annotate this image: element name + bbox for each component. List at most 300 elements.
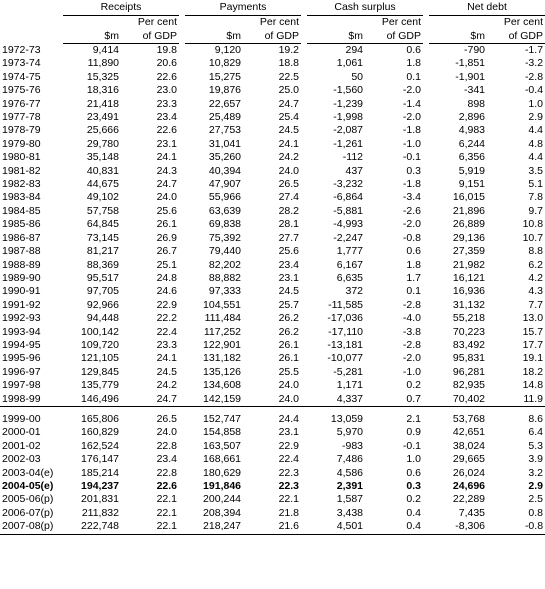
cell-year: 1973-74 xyxy=(2,57,41,70)
cell-payments-pct: 26.1 xyxy=(278,338,300,351)
cell-payments-pct: 22.1 xyxy=(278,493,300,506)
cell-receipts-pct: 22.8 xyxy=(156,466,178,479)
table-row xyxy=(0,299,545,312)
cell-netdebt-pct: 4.4 xyxy=(528,124,544,137)
cell-receipts-dollars: 100,142 xyxy=(81,325,119,338)
cell-receipts-pct: 24.7 xyxy=(156,178,178,191)
cell-receipts-dollars: 15,325 xyxy=(86,70,119,83)
cell-netdebt-pct: -2.8 xyxy=(524,70,544,83)
cell-year: 1981-82 xyxy=(2,164,41,177)
table-row xyxy=(0,232,545,245)
cell-year: 1976-77 xyxy=(2,97,41,110)
cell-receipts-pct: 23.1 xyxy=(156,137,178,150)
cell-netdebt-dollars: 29,136 xyxy=(452,231,486,244)
cell-receipts-pct: 24.0 xyxy=(156,426,178,439)
table-row xyxy=(0,259,545,272)
cell-receipts-dollars: 25,666 xyxy=(86,124,119,137)
cell-payments-dollars: 82,202 xyxy=(208,258,242,271)
table-row xyxy=(0,191,545,204)
cell-payments-dollars: 152,747 xyxy=(203,412,242,425)
cell-surplus-pct: -2.8 xyxy=(402,298,422,311)
cell-surplus-dollars: 1,587 xyxy=(336,493,364,506)
cell-payments-dollars: 63,639 xyxy=(208,204,242,217)
cell-surplus-dollars: 6,167 xyxy=(336,258,364,271)
table-row xyxy=(0,285,545,298)
cell-year: 1990-91 xyxy=(2,285,41,298)
cell-receipts-pct: 25.6 xyxy=(156,204,178,217)
cell-surplus-pct: -0.1 xyxy=(402,439,422,452)
cell-netdebt-pct: 5.1 xyxy=(528,178,544,191)
cell-receipts-dollars: 40,831 xyxy=(86,164,119,177)
cell-netdebt-pct: 4.8 xyxy=(528,137,544,150)
cell-year: 2005-06(p) xyxy=(2,493,54,506)
cell-receipts-pct: 22.9 xyxy=(156,298,178,311)
cell-payments-pct: 24.5 xyxy=(278,285,300,298)
cell-payments-pct: 24.0 xyxy=(278,379,300,392)
cell-netdebt-dollars: 26,024 xyxy=(452,466,486,479)
cell-receipts-dollars: 95,517 xyxy=(86,271,119,284)
cell-payments-dollars: 31,041 xyxy=(208,137,242,150)
cell-surplus-dollars: -1,239 xyxy=(333,97,364,110)
table-row xyxy=(0,440,545,453)
cell-receipts-pct: 26.1 xyxy=(156,218,178,231)
cell-netdebt-pct: 1.0 xyxy=(528,97,544,110)
cell-surplus-dollars: 1,171 xyxy=(336,379,364,392)
dollars-header: $m xyxy=(429,29,487,44)
cell-receipts-pct: 22.1 xyxy=(156,493,178,506)
cell-payments-dollars: 135,126 xyxy=(203,365,242,378)
cell-receipts-dollars: 211,832 xyxy=(81,506,119,519)
cell-year: 1980-81 xyxy=(2,151,41,164)
table-row xyxy=(0,467,545,480)
cell-surplus-pct: 0.6 xyxy=(406,245,422,258)
cell-payments-dollars: 180,629 xyxy=(203,466,242,479)
cell-year: 1993-94 xyxy=(2,325,41,338)
cell-payments-pct: 21.8 xyxy=(278,506,300,519)
cell-netdebt-dollars: 53,768 xyxy=(452,412,486,425)
table-row xyxy=(0,507,545,520)
cell-receipts-pct: 23.4 xyxy=(156,111,178,124)
cell-surplus-dollars: -3,232 xyxy=(333,178,364,191)
cell-payments-pct: 28.2 xyxy=(278,204,300,217)
table-row xyxy=(0,453,545,466)
cell-payments-pct: 24.5 xyxy=(278,124,300,137)
cell-year: 1978-79 xyxy=(2,124,41,137)
cell-netdebt-dollars: 16,121 xyxy=(452,271,486,284)
cell-netdebt-pct: -1.7 xyxy=(524,44,544,56)
table-row xyxy=(0,339,545,352)
cell-surplus-pct: -4.0 xyxy=(402,312,422,325)
cell-surplus-dollars: -4,993 xyxy=(333,218,364,231)
cell-netdebt-pct: 13.0 xyxy=(522,312,544,325)
table-row xyxy=(0,493,545,506)
cell-receipts-pct: 24.0 xyxy=(156,191,178,204)
cell-receipts-pct: 25.1 xyxy=(156,258,178,271)
cell-netdebt-pct: 8.8 xyxy=(528,245,544,258)
cell-surplus-dollars: -1,261 xyxy=(333,137,364,150)
table-row xyxy=(0,272,545,285)
cell-receipts-pct: 26.5 xyxy=(156,412,178,425)
cell-surplus-pct: -1.0 xyxy=(402,365,422,378)
cell-receipts-dollars: 35,148 xyxy=(86,151,119,164)
group-header-payments: Payments xyxy=(185,0,301,16)
cell-payments-pct: 25.6 xyxy=(278,245,300,258)
pct-header-line1: Per cent xyxy=(381,16,422,28)
cell-surplus-dollars: -2,247 xyxy=(333,231,364,244)
pct-header-line2: of GDP xyxy=(365,29,423,44)
cell-year: 2001-02 xyxy=(2,439,41,452)
table-row xyxy=(0,98,545,111)
cell-payments-dollars: 9,120 xyxy=(214,44,242,56)
cell-netdebt-pct: 6.2 xyxy=(528,258,544,271)
group-header-net-debt: Net debt xyxy=(429,0,545,16)
cell-payments-dollars: 134,608 xyxy=(203,379,242,392)
cell-receipts-pct: 22.1 xyxy=(156,506,178,519)
cell-receipts-pct: 26.9 xyxy=(156,231,178,244)
table-row xyxy=(0,151,545,164)
table-row xyxy=(0,84,545,97)
cell-year: 1998-99 xyxy=(2,392,41,405)
cell-payments-dollars: 218,247 xyxy=(185,520,243,534)
cell-receipts-dollars: 64,845 xyxy=(86,218,119,231)
cell-year: 1979-80 xyxy=(2,137,41,150)
cell-surplus-dollars: 4,337 xyxy=(336,392,364,405)
cell-payments-pct: 25.7 xyxy=(278,298,300,311)
cell-netdebt-pct: 3.5 xyxy=(528,164,544,177)
cell-surplus-dollars: 1,777 xyxy=(336,245,364,258)
cell-year: 1996-97 xyxy=(2,365,41,378)
cell-year: 2006-07(p) xyxy=(2,506,54,519)
cell-netdebt-dollars: 21,896 xyxy=(452,204,486,217)
cell-netdebt-dollars: 83,492 xyxy=(452,338,486,351)
cell-receipts-dollars: 201,831 xyxy=(81,493,119,506)
cell-payments-pct: 24.1 xyxy=(278,137,300,150)
cell-payments-dollars: 69,838 xyxy=(208,218,242,231)
cell-receipts-pct: 24.2 xyxy=(156,379,178,392)
cell-surplus-dollars: -1,560 xyxy=(333,84,364,97)
cell-netdebt-dollars: 5,919 xyxy=(458,164,486,177)
table-row xyxy=(0,312,545,325)
cell-payments-dollars: 27,753 xyxy=(208,124,242,137)
cell-surplus-pct: -2.0 xyxy=(402,352,422,365)
cell-receipts-dollars: 57,758 xyxy=(86,204,119,217)
cell-surplus-dollars: -983 xyxy=(342,439,364,452)
cell-netdebt-dollars: 38,024 xyxy=(452,439,486,452)
cell-surplus-dollars: 372 xyxy=(345,285,364,298)
pct-header-line1: Per cent xyxy=(137,16,178,28)
cell-receipts-dollars: 176,147 xyxy=(81,453,119,466)
table-row xyxy=(0,366,545,379)
cell-year: 1982-83 xyxy=(2,178,41,191)
pct-header-line1: Per cent xyxy=(503,16,544,28)
cell-netdebt-dollars: 27,359 xyxy=(452,245,486,258)
cell-netdebt-pct: 4.3 xyxy=(528,285,544,298)
cell-netdebt-dollars: 82,935 xyxy=(452,379,486,392)
cell-netdebt-dollars: 898 xyxy=(467,97,486,110)
cell-year: 1992-93 xyxy=(2,312,41,325)
cell-payments-pct: 25.0 xyxy=(278,84,300,97)
pct-header-line1: Per cent xyxy=(259,16,300,28)
cell-netdebt-pct: -3.2 xyxy=(524,57,544,70)
cell-receipts-dollars: 97,705 xyxy=(86,285,119,298)
cell-year: 2002-03 xyxy=(2,453,41,466)
cell-netdebt-dollars: 7,435 xyxy=(458,506,486,519)
cell-surplus-pct: -2.0 xyxy=(402,111,422,124)
cell-netdebt-pct: 3.9 xyxy=(528,453,544,466)
cell-receipts-dollars: 73,145 xyxy=(86,231,119,244)
cell-payments-dollars: 15,275 xyxy=(208,70,242,83)
cell-netdebt-pct: 2.9 xyxy=(528,480,544,492)
cell-surplus-dollars: -17,110 xyxy=(328,325,364,338)
cell-year: 2000-01 xyxy=(2,426,41,439)
cell-surplus-pct: -2.0 xyxy=(402,218,422,231)
cell-surplus-pct: 2.1 xyxy=(406,412,422,425)
cell-netdebt-dollars: -1,901 xyxy=(455,70,486,83)
cell-year: 1972-73 xyxy=(2,43,41,56)
cell-surplus-pct: 0.6 xyxy=(406,44,422,56)
cell-netdebt-dollars: 29,665 xyxy=(452,453,486,466)
cell-surplus-pct: 0.2 xyxy=(406,379,422,392)
cell-netdebt-dollars: 96,281 xyxy=(452,365,486,378)
cell-payments-dollars: 131,182 xyxy=(203,352,242,365)
cell-payments-dollars: 104,551 xyxy=(203,298,242,311)
cell-surplus-pct: 0.1 xyxy=(406,285,422,298)
cell-netdebt-pct: -0.8 xyxy=(487,520,545,534)
cell-receipts-dollars: 121,105 xyxy=(81,352,119,365)
cell-netdebt-pct: 17.7 xyxy=(522,338,544,351)
table-row xyxy=(0,44,545,58)
cell-surplus-dollars: 2,391 xyxy=(336,480,364,492)
cell-payments-dollars: 79,440 xyxy=(208,245,242,258)
cell-netdebt-pct: 3.2 xyxy=(528,466,544,479)
cell-netdebt-pct: 8.6 xyxy=(528,412,544,425)
table-row xyxy=(0,426,545,439)
cell-payments-dollars: 117,252 xyxy=(203,325,242,338)
cell-payments-dollars: 55,966 xyxy=(208,191,242,204)
cell-payments-pct: 24.2 xyxy=(278,151,300,164)
table-row xyxy=(0,205,545,218)
cell-surplus-dollars: -1,998 xyxy=(333,111,364,124)
cell-surplus-pct: 0.6 xyxy=(406,466,422,479)
cell-surplus-dollars: 437 xyxy=(345,164,364,177)
cell-receipts-dollars: 162,524 xyxy=(81,439,119,452)
table-row xyxy=(0,379,545,392)
cell-surplus-dollars: 4,501 xyxy=(307,520,365,534)
cell-payments-dollars: 122,901 xyxy=(203,338,242,351)
cell-surplus-dollars: -17,036 xyxy=(327,312,364,325)
table-row xyxy=(0,393,545,407)
cell-netdebt-dollars: 2,896 xyxy=(458,111,486,124)
cell-netdebt-dollars: 4,983 xyxy=(458,124,486,137)
table-row xyxy=(0,480,545,493)
cell-receipts-dollars: 44,675 xyxy=(86,178,119,191)
cell-receipts-dollars: 165,806 xyxy=(81,412,119,425)
cell-payments-pct: 18.8 xyxy=(278,57,300,70)
cell-netdebt-dollars: 24,696 xyxy=(452,480,486,492)
cell-receipts-pct: 22.4 xyxy=(156,325,178,338)
cell-payments-dollars: 111,484 xyxy=(204,312,242,325)
cell-netdebt-pct: 14.8 xyxy=(522,379,544,392)
cell-payments-pct: 22.3 xyxy=(278,466,300,479)
cell-surplus-dollars: -5,881 xyxy=(333,204,364,217)
cell-receipts-dollars: 194,237 xyxy=(81,480,119,492)
cell-surplus-pct: 0.3 xyxy=(406,164,422,177)
cell-year: 1985-86 xyxy=(2,218,41,231)
cell-netdebt-dollars: 9,151 xyxy=(458,178,486,191)
cell-netdebt-dollars: 21,982 xyxy=(452,258,486,271)
cell-receipts-dollars: 88,369 xyxy=(86,258,119,271)
dollars-header: $m xyxy=(63,29,121,44)
cell-surplus-pct: -1.0 xyxy=(402,137,422,150)
cell-payments-dollars: 19,876 xyxy=(208,84,242,97)
cell-netdebt-pct: 2.5 xyxy=(528,493,544,506)
cell-netdebt-pct: 5.3 xyxy=(528,439,544,452)
cell-receipts-pct: 22.2 xyxy=(156,312,178,325)
cell-netdebt-pct: 10.7 xyxy=(522,231,544,244)
cell-payments-pct: 24.0 xyxy=(278,392,300,405)
cell-surplus-dollars: -112 xyxy=(342,151,364,164)
cell-netdebt-pct: 9.7 xyxy=(528,204,544,217)
cell-surplus-pct: 1.8 xyxy=(406,57,422,70)
cell-netdebt-pct: 4.2 xyxy=(528,271,544,284)
cell-netdebt-pct: -0.4 xyxy=(524,84,544,97)
cell-surplus-dollars: 1,061 xyxy=(336,57,364,70)
cell-receipts-dollars: 160,829 xyxy=(81,426,119,439)
cell-payments-dollars: 25,489 xyxy=(208,111,242,124)
cell-receipts-dollars: 18,316 xyxy=(86,84,119,97)
cell-surplus-dollars: 6,635 xyxy=(336,271,364,284)
cell-payments-pct: 24.4 xyxy=(278,412,300,425)
cell-receipts-pct: 24.3 xyxy=(156,164,178,177)
cell-payments-dollars: 200,244 xyxy=(203,493,242,506)
cell-payments-pct: 27.4 xyxy=(278,191,300,204)
table-row xyxy=(0,413,545,426)
cell-surplus-dollars: -6,864 xyxy=(333,191,364,204)
cell-year: 2007-08(p) xyxy=(0,520,63,534)
cell-payments-dollars: 35,260 xyxy=(208,151,242,164)
cell-receipts-pct: 24.1 xyxy=(156,352,178,365)
cell-receipts-dollars: 21,418 xyxy=(86,97,119,110)
table-row xyxy=(0,165,545,178)
cell-receipts-dollars: 92,966 xyxy=(86,298,119,311)
dollars-header: $m xyxy=(185,29,243,44)
table-row xyxy=(0,326,545,339)
cell-surplus-pct: 0.3 xyxy=(406,480,422,492)
cell-payments-pct: 25.4 xyxy=(278,111,300,124)
cell-surplus-dollars: 5,970 xyxy=(336,426,364,439)
cell-surplus-pct: -1.4 xyxy=(402,97,422,110)
cell-netdebt-pct: 10.8 xyxy=(522,218,544,231)
cell-surplus-pct: 0.4 xyxy=(365,520,423,534)
cell-netdebt-dollars: -341 xyxy=(464,84,486,97)
cell-year: 1987-88 xyxy=(2,245,41,258)
cell-surplus-pct: 0.2 xyxy=(406,493,422,506)
cell-netdebt-pct: 18.2 xyxy=(522,365,544,378)
cell-year: 1989-90 xyxy=(2,271,41,284)
group-header-cash-surplus: Cash surplus xyxy=(307,0,423,16)
cell-surplus-pct: 0.4 xyxy=(406,506,422,519)
cell-payments-dollars: 47,907 xyxy=(208,178,242,191)
cell-payments-pct: 26.2 xyxy=(278,325,300,338)
cell-payments-pct: 22.3 xyxy=(278,480,300,492)
cell-surplus-pct: -2.8 xyxy=(402,338,422,351)
cell-netdebt-dollars: 55,218 xyxy=(452,312,486,325)
cell-netdebt-pct: 0.8 xyxy=(528,506,544,519)
cell-payments-pct: 22.5 xyxy=(278,70,300,83)
cell-year: 1984-85 xyxy=(2,204,41,217)
cell-surplus-dollars: -13,181 xyxy=(327,338,364,351)
cell-receipts-pct: 22.1 xyxy=(121,520,179,534)
cell-receipts-pct: 20.6 xyxy=(156,57,178,70)
cell-year: 1991-92 xyxy=(2,298,41,311)
cell-payments-dollars: 142,159 xyxy=(203,392,242,405)
cell-netdebt-dollars: 70,223 xyxy=(452,325,486,338)
cell-receipts-pct: 26.7 xyxy=(156,245,178,258)
cell-netdebt-dollars: 6,356 xyxy=(458,151,486,164)
cell-surplus-pct: -0.8 xyxy=(402,231,422,244)
cell-payments-dollars: 75,392 xyxy=(208,231,242,244)
table-row xyxy=(0,178,545,191)
cell-year: 1974-75 xyxy=(2,70,41,83)
table-row xyxy=(0,245,545,258)
cell-surplus-pct: 1.8 xyxy=(406,258,422,271)
table-row xyxy=(0,111,545,124)
table-row xyxy=(0,218,545,231)
cell-surplus-dollars: 7,486 xyxy=(336,453,364,466)
cell-receipts-pct: 24.5 xyxy=(156,365,178,378)
cell-year: 1983-84 xyxy=(2,191,41,204)
cell-netdebt-dollars: 22,289 xyxy=(452,493,486,506)
cell-receipts-pct: 24.7 xyxy=(156,392,178,405)
cell-surplus-pct: -0.1 xyxy=(402,151,422,164)
cell-netdebt-pct: 11.9 xyxy=(523,392,544,405)
cell-receipts-pct: 24.1 xyxy=(156,151,178,164)
cell-payments-pct: 19.2 xyxy=(278,44,300,56)
pct-header-line2: of GDP xyxy=(243,29,301,44)
cell-receipts-dollars: 49,102 xyxy=(86,191,119,204)
cell-year: 1999-00 xyxy=(2,412,41,425)
cell-netdebt-pct: 19.1 xyxy=(522,352,544,365)
cell-payments-dollars: 97,333 xyxy=(208,285,242,298)
cell-payments-pct: 26.5 xyxy=(278,178,300,191)
cell-year: 1997-98 xyxy=(2,379,41,392)
cell-netdebt-pct: 15.7 xyxy=(522,325,544,338)
cell-receipts-pct: 19.8 xyxy=(156,44,178,56)
cell-netdebt-dollars: -8,306 xyxy=(429,520,487,534)
cell-receipts-pct: 23.3 xyxy=(156,97,178,110)
cell-receipts-dollars: 109,720 xyxy=(81,338,119,351)
cell-receipts-pct: 24.6 xyxy=(156,285,178,298)
cell-surplus-pct: -1.8 xyxy=(402,124,422,137)
cell-payments-pct: 24.0 xyxy=(278,164,300,177)
cell-receipts-dollars: 23,491 xyxy=(86,111,119,124)
cell-surplus-pct: -3.4 xyxy=(402,191,422,204)
cell-surplus-pct: 1.7 xyxy=(406,271,422,284)
cell-year: 1975-76 xyxy=(2,84,41,97)
cell-netdebt-pct: 4.4 xyxy=(528,151,544,164)
cell-year: 1977-78 xyxy=(2,111,41,124)
cell-surplus-pct: 0.1 xyxy=(406,70,422,83)
cell-receipts-dollars: 94,448 xyxy=(86,312,119,325)
cell-payments-dollars: 40,394 xyxy=(208,164,242,177)
cell-netdebt-dollars: -1,851 xyxy=(455,57,486,70)
cell-surplus-pct: -3.8 xyxy=(402,325,422,338)
cell-surplus-dollars: -11,585 xyxy=(328,298,364,311)
cell-surplus-pct: -2.0 xyxy=(402,84,422,97)
cell-surplus-pct: 0.7 xyxy=(406,392,422,405)
cell-surplus-dollars: -10,077 xyxy=(327,352,364,365)
cell-surplus-pct: 1.0 xyxy=(406,453,422,466)
